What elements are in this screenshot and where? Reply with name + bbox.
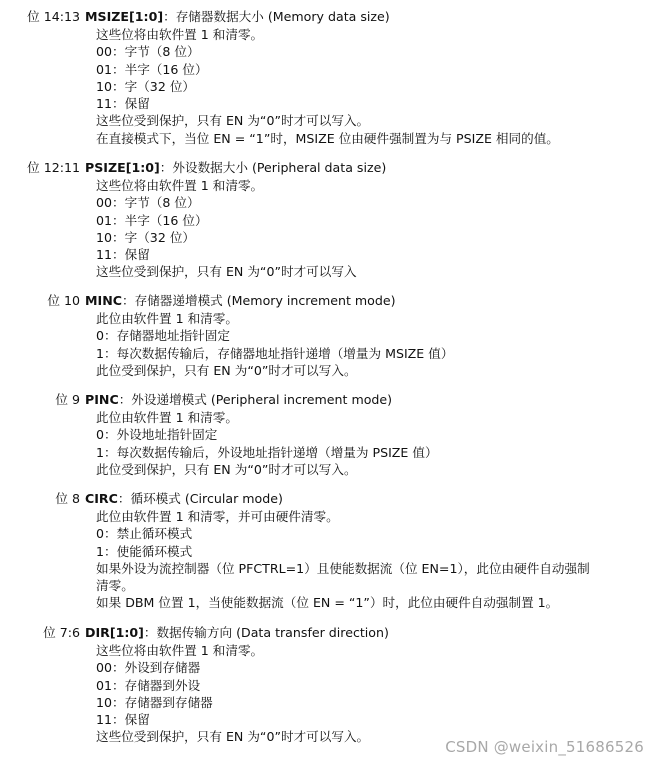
body-line: 在直接模式下，当位 EN = “1”时，MSIZE 位由硬件强制置为与 PSIZE 相同的值。 bbox=[96, 130, 559, 146]
field-description: ：循环模式 (Circular mode) bbox=[117, 491, 283, 506]
field-description: ：存储器数据大小 (Memory data size) bbox=[163, 9, 390, 24]
register-field-psize bbox=[0, 158, 660, 281]
body-line: 此位受到保护，只有 EN 为“0”时才可以写入。 bbox=[96, 461, 357, 477]
register-field-msize bbox=[0, 7, 660, 147]
field-body bbox=[96, 642, 642, 746]
register-field-dir bbox=[0, 623, 660, 746]
field-title bbox=[85, 7, 390, 26]
body-line: 10：存储器到存储器 bbox=[96, 694, 213, 710]
body-line: 11：保留 bbox=[96, 712, 150, 728]
field-body bbox=[96, 177, 642, 281]
body-line: 此位受到保护，只有 EN 为“0”时才可以写入。 bbox=[96, 362, 357, 378]
bit-range-label: 位 7:6 bbox=[43, 625, 80, 640]
body-line: 此位由软件置 1 和清零。 bbox=[96, 311, 238, 326]
field-title bbox=[85, 489, 283, 508]
body-line: 这些位将由软件置 1 和清零。 bbox=[96, 643, 264, 658]
body-line: 00：字节（8 位） bbox=[96, 195, 200, 211]
watermark-text: CSDN @weixin_51686526 bbox=[445, 738, 644, 756]
body-line: 这些位将由软件置 1 和清零。 bbox=[96, 27, 264, 42]
body-line: 如果外设为流控制器（位 PFCTRL=1）且使能数据流（位 EN=1），此位由硬件自动强制 bbox=[96, 560, 590, 576]
bit-range-label: 位 14:13 bbox=[27, 9, 80, 24]
body-line: 11：保留 bbox=[96, 247, 150, 263]
bit-range-label: 位 12:11 bbox=[27, 160, 80, 175]
body-line: 这些位受到保护，只有 EN 为“0”时才可以写入 bbox=[96, 264, 357, 280]
field-body bbox=[96, 409, 642, 478]
bit-range-label: 位 8 bbox=[55, 491, 80, 506]
body-line: 这些位将由软件置 1 和清零。 bbox=[96, 178, 264, 193]
field-name: MINC bbox=[85, 293, 123, 308]
body-line: 00：外设到存储器 bbox=[96, 660, 201, 676]
field-title bbox=[85, 291, 396, 310]
body-line: 0：禁止循环模式 bbox=[96, 526, 193, 542]
register-field-pinc bbox=[0, 390, 660, 478]
field-title bbox=[85, 158, 386, 177]
field-description: ：外设数据大小 (Peripheral data size) bbox=[159, 160, 387, 175]
field-body bbox=[96, 26, 642, 147]
body-line: 10：字（32 位） bbox=[96, 229, 196, 245]
body-line: 01：半字（16 位） bbox=[96, 61, 208, 77]
field-body bbox=[96, 508, 642, 612]
field-name: MSIZE[1:0] bbox=[85, 9, 164, 24]
body-line: 00：字节（8 位） bbox=[96, 44, 200, 60]
body-line: 1：每次数据传输后，存储器地址指针递增（增量为 MSIZE 值） bbox=[96, 345, 454, 361]
body-line: 1：使能循环模式 bbox=[96, 543, 193, 559]
field-description: ：存储器递增模式 (Memory increment mode) bbox=[122, 293, 396, 308]
body-line: 如果 DBM 位置 1，当使能数据流（位 EN = “1”）时，此位由硬件自动强制置 1。 bbox=[96, 595, 559, 611]
body-line: 这些位受到保护，只有 EN 为“0”时才可以写入。 bbox=[96, 729, 370, 745]
field-description: ：外设递增模式 (Peripheral increment mode) bbox=[118, 392, 393, 407]
field-name: CIRC bbox=[85, 491, 118, 506]
body-line: 0：存储器地址指针固定 bbox=[96, 328, 230, 344]
body-line: 1：每次数据传输后，外设地址指针递增（增量为 PSIZE 值） bbox=[96, 444, 438, 460]
body-line: 0：外设地址指针固定 bbox=[96, 427, 218, 443]
body-line: 11：保留 bbox=[96, 96, 150, 112]
field-body bbox=[96, 310, 642, 379]
field-name: DIR[1:0] bbox=[85, 625, 144, 640]
field-header bbox=[0, 291, 660, 310]
body-line: 此位由软件置 1 和清零，并可由硬件清零。 bbox=[96, 509, 339, 524]
body-line: 清零。 bbox=[96, 578, 134, 594]
field-name: PSIZE[1:0] bbox=[85, 160, 160, 175]
register-field-circ bbox=[0, 489, 660, 612]
field-header bbox=[0, 390, 660, 409]
register-field-minc bbox=[0, 291, 660, 379]
field-title bbox=[85, 390, 392, 409]
body-line: 01：存储器到外设 bbox=[96, 677, 201, 693]
body-line: 10：字（32 位） bbox=[96, 78, 196, 94]
bit-range-label: 位 9 bbox=[55, 392, 80, 407]
field-title bbox=[85, 623, 389, 642]
field-name: PINC bbox=[85, 392, 119, 407]
body-line: 这些位受到保护，只有 EN 为“0”时才可以写入。 bbox=[96, 113, 370, 129]
field-description: ：数据传输方向 (Data transfer direction) bbox=[143, 625, 389, 640]
field-header bbox=[0, 623, 660, 642]
field-header bbox=[0, 158, 660, 177]
field-header bbox=[0, 7, 660, 26]
body-line: 此位由软件置 1 和清零。 bbox=[96, 410, 238, 425]
body-line: 01：半字（16 位） bbox=[96, 212, 208, 228]
bit-range-label: 位 10 bbox=[47, 293, 80, 308]
field-header bbox=[0, 489, 660, 508]
